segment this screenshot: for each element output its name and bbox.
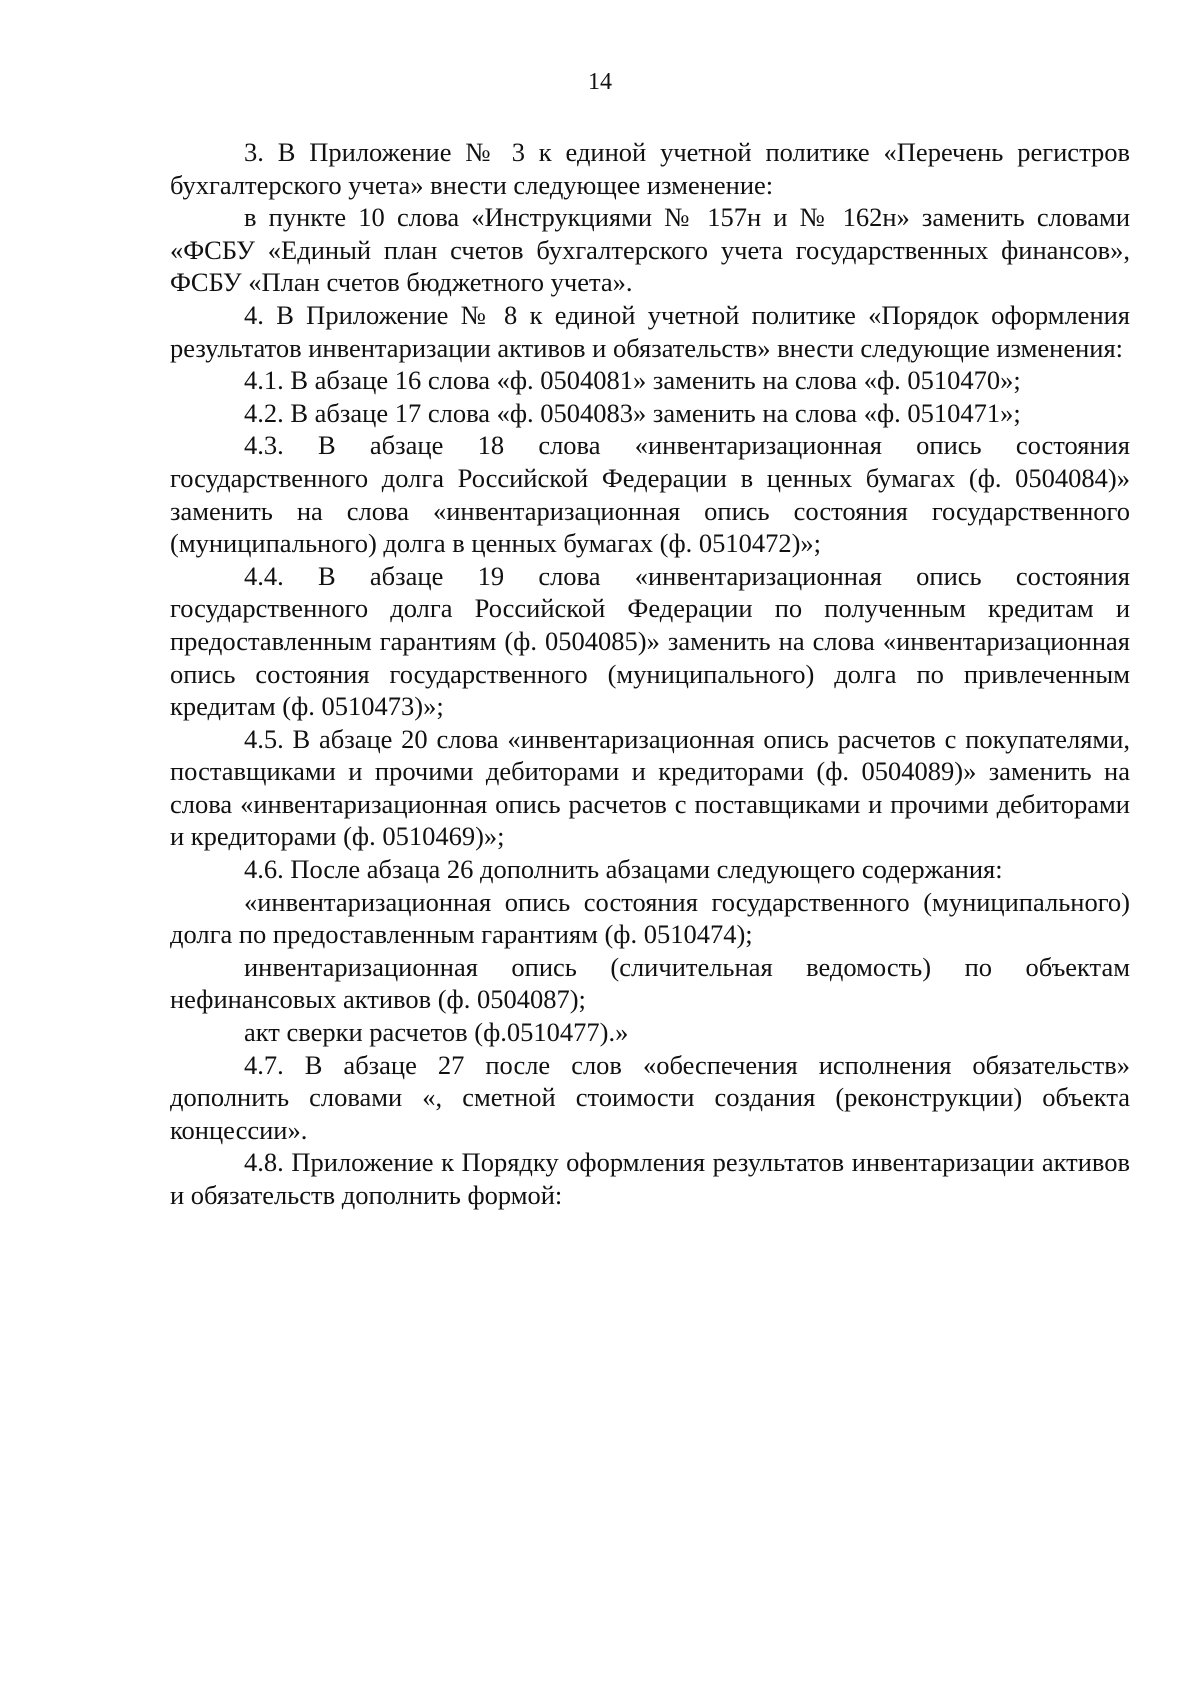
paragraph-4-5: 4.5. В абзаце 20 слова «инвентаризационная опись расчетов с покупателями, поставщиками и прочими дебиторами и кредиторами (ф. 0504089)» заменить на слова «инвентаризационная опись расчетов с поставщиками и прочими дебиторами и кредиторами (ф. 0510469)»; — [170, 723, 1130, 852]
paragraph-4-1: 4.1. В абзаце 16 слова «ф. 0504081» заменить на слова «ф. 0510470»; — [244, 365, 1021, 396]
paragraph-4: 4. В Приложение № 8 к единой учетной политике «Порядок оформления результатов инвентаризации активов и обязательств» внести следующие изменения: — [170, 299, 1130, 363]
paragraph-4-2: 4.2. В абзаце 17 слова «ф. 0504083» заменить на слова «ф. 0510471»; — [244, 397, 1021, 428]
paragraph-4-7: 4.7. В абзаце 27 после слов «обеспечения исполнения обязательств» дополнить словами «, сметной стоимости создания (реконструкции) объекта концессии». — [170, 1049, 1130, 1145]
paragraph-4-3: 4.3. В абзаце 18 слова «инвентаризационная опись состояния государственного долга Российской Федерации в ценных бумагах (ф. 0504084)» заменить на слова «инвентаризационная опись состояния государственного (муниципального) долга в ценных бумагах (ф. 0510472)»; — [170, 430, 1130, 559]
paragraph-4-8: 4.8. Приложение к Порядку оформления результатов инвентаризации активов и обязательств дополнить формой: — [170, 1147, 1130, 1210]
paragraph-4-6-addition-1: «инвентаризационная опись состояния государственного (муниципального) долга по предоставленным гарантиям (ф. 0510474); — [170, 886, 1130, 950]
paragraph-4-6: 4.6. После абзаца 26 дополнить абзацами следующего содержания: — [244, 854, 1003, 885]
paragraph-4-6-addition-2: инвентаризационная опись (сличительная ведомость) по объектам нефинансовых активов (ф. 0504087); — [170, 951, 1130, 1015]
paragraph-3: 3. В Приложение № 3 к единой учетной политике «Перечень регистров бухгалтерского учета» внести следующее изменение: — [170, 137, 1130, 200]
paragraph-4-4: 4.4. В абзаце 19 слова «инвентаризационная опись состояния государственного долга Российской Федерации по полученным кредитам и предоставленным гарантиям (ф. 0504085)» заменить на слова «инвентаризационная опись состояния государственного (муниципального) долга по привлеченным кредитам (ф. 0510473)»; — [170, 560, 1130, 722]
document-body — [170, 136, 1130, 1212]
paragraph-3-change: в пункте 10 слова «Инструкциями № 157н и № 162н» заменить словами «ФСБУ «Единый план счетов бухгалтерского учета государственных финансов», ФСБУ «План счетов бюджетного учета». — [170, 202, 1130, 298]
paragraph-4-6-addition-3: акт сверки расчетов (ф.0510477).» — [244, 1017, 629, 1048]
page-number: 14 — [588, 69, 612, 95]
